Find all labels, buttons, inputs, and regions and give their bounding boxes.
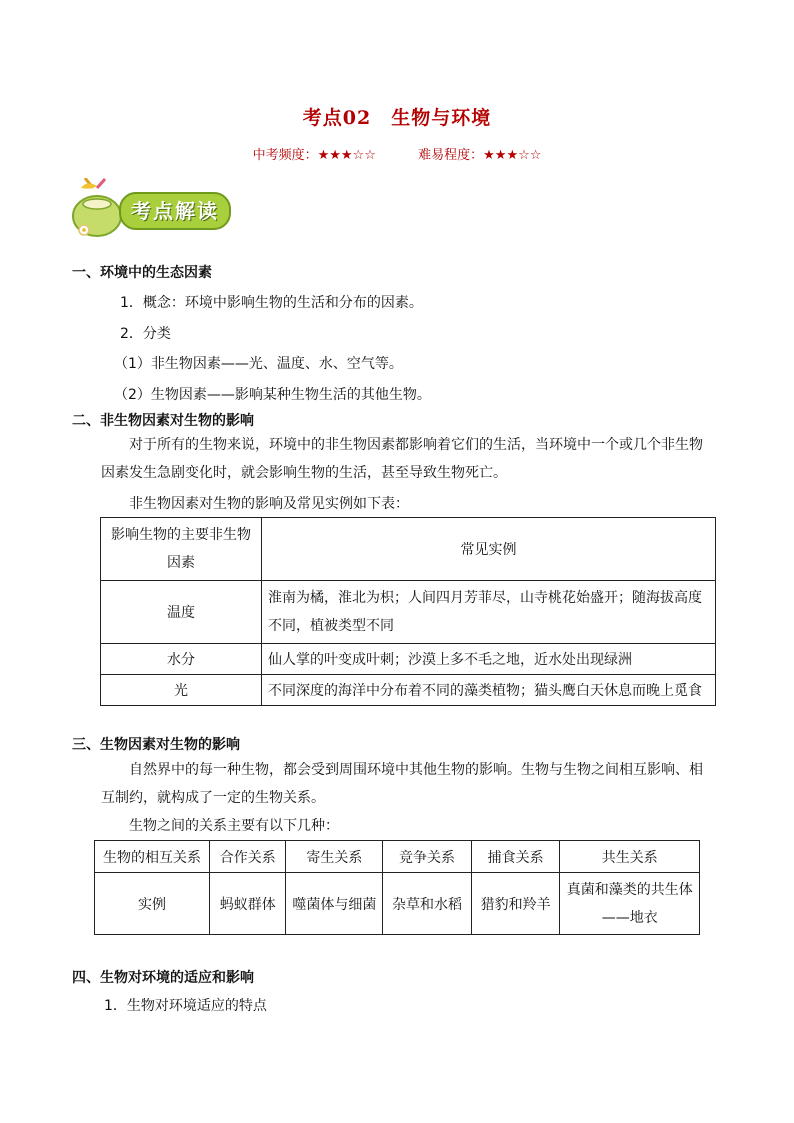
section-1-line-1: 1．概念：环境中影响生物的生活和分布的因素。 — [120, 295, 423, 311]
section-2-intro: 非生物因素对生物的影响及常见实例如下表： — [129, 496, 409, 512]
section-2-paragraph: 对于所有的生物来说，环境中的非生物因素都影响着它们的生活，当环境中一个或几个非生物因素发生急剧变化时，就会影响生物的生活，甚至导致生物死亡。 — [101, 437, 703, 481]
frequency-stars: ★★★☆☆ — [317, 148, 376, 163]
table2-example-cooperation: 蚂蚁群体 — [210, 873, 286, 935]
section-1-line-3: （1）非生物因素——光、温度、水、空气等。 — [114, 356, 403, 372]
section-4-line-1: 1．生物对环境适应的特点 — [104, 998, 267, 1014]
section-heading-1: 一、环境中的生态因素 — [72, 265, 212, 281]
section-3-paragraph: 自然界中的每一种生物，都会受到周围环境中其他生物的影响。生物与生物之间相互影响、相互制约，就构成了一定的生物关系。 — [101, 762, 703, 806]
biotic-relations-table — [94, 840, 700, 935]
badge-label: 考点解读 — [119, 192, 231, 230]
table2-header-parasitism: 寄生关系 — [286, 841, 383, 873]
table2-example-competition: 杂草和水稻 — [383, 873, 472, 935]
frequency-label: 中考频度： — [252, 148, 318, 163]
table2-example-symbiosis: 真菌和藻类的共生体——地衣 — [560, 873, 700, 935]
section-heading-2: 二、非生物因素对生物的影响 — [72, 413, 254, 429]
table2-header-relation: 生物的相互关系 — [95, 841, 210, 873]
table1-row3-factor: 光 — [101, 675, 262, 706]
meta-line — [0, 144, 794, 163]
table1-row2-examples: 仙人掌的叶变成叶刺；沙漠上多不毛之地，近水处出现绿洲 — [262, 644, 716, 675]
table2-header-competition: 竞争关系 — [383, 841, 472, 873]
table1-header-examples: 常见实例 — [262, 518, 716, 581]
section-1-line-4: （2）生物因素——影响某种生物生活的其他生物。 — [114, 387, 431, 403]
difficulty-label: 难易程度： — [418, 148, 484, 163]
table1-row1-examples: 淮南为橘，淮北为枳；人间四月芳菲尽，山寺桃花始盛开；随海拔高度不同，植被类型不同 — [262, 581, 716, 644]
table1-row2-factor: 水分 — [101, 644, 262, 675]
abiotic-factor-table — [100, 517, 716, 706]
section-heading-3: 三、生物因素对生物的影响 — [72, 737, 240, 753]
table1-header-factor: 影响生物的主要非生物因素 — [101, 518, 262, 581]
difficulty-stars: ★★★☆☆ — [483, 148, 542, 163]
table2-example-parasitism: 噬菌体与细菌 — [286, 873, 383, 935]
section-badge — [67, 178, 235, 242]
table2-example-label: 实例 — [95, 873, 210, 935]
section-1-line-2: 2．分类 — [120, 326, 171, 342]
table2-header-symbiosis: 共生关系 — [560, 841, 700, 873]
page-title: 考点02 生物与环境 — [302, 107, 492, 129]
table2-header-cooperation: 合作关系 — [210, 841, 286, 873]
section-3-intro: 生物之间的关系主要有以下几种： — [129, 818, 339, 834]
table1-row3-examples: 不同深度的海洋中分布着不同的藻类植物；猫头鹰白天休息而晚上觅食 — [262, 675, 716, 706]
table1-row1-factor: 温度 — [101, 581, 262, 644]
section-heading-4: 四、生物对环境的适应和影响 — [72, 970, 254, 986]
table2-header-predation: 捕食关系 — [471, 841, 560, 873]
table2-example-predation: 猎豹和羚羊 — [471, 873, 560, 935]
